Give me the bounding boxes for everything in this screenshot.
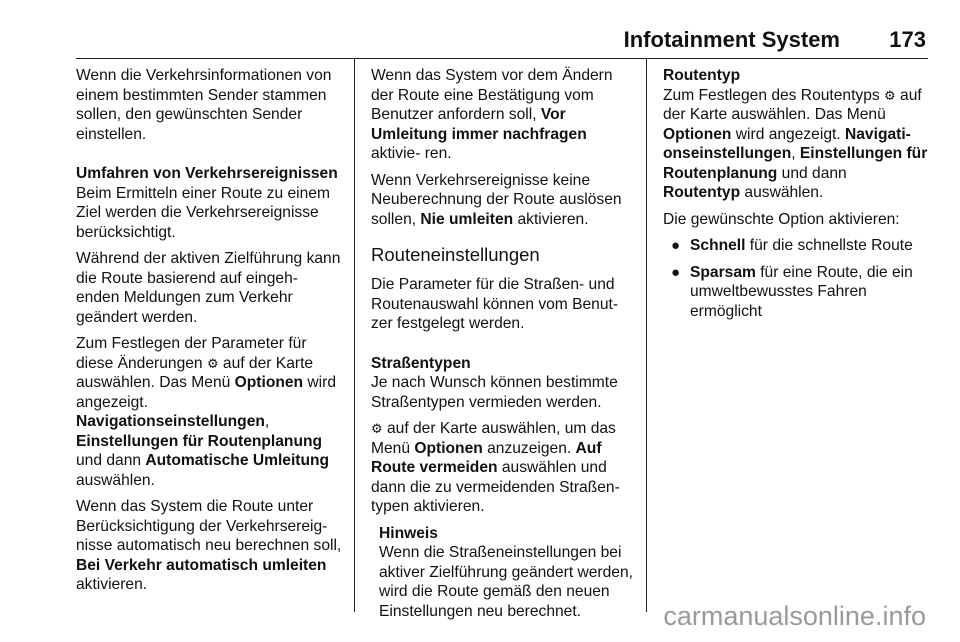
option-never-reroute: Nie umleiten [420,210,514,228]
paragraph-parameters: Zum Festlegen der Parameter für diese Änderungen ⚙ auf der Karte auswählen. Das Menü Optionen wird angezeigt. Navigationseinstellungen, Einstellungen für Routenplanung und dann Automatische Umleitung auswählen. [76,335,337,489]
menu-navigation-settings: Navigati- onseinstellungen [663,125,911,162]
menu-options: Optionen [234,374,304,391]
menu-auto-reroute: Automatische Umleitung [145,452,330,469]
menu-route-planning-settings: Einstellungen für Routenplanung [76,432,323,450]
heading-route-type: Routentyp [663,67,741,84]
paragraph-auto-recalc: Wenn das System die Route unter Berücksichtigung der Verkehrsereig- nisse automatisch neu berechnen soll, Bei Verkehr automatisch umleiten aktivieren. [76,498,342,593]
option-auto-reroute-traffic: Bei Verkehr automatisch umleiten [76,556,327,574]
column-middle [371,66,639,628]
menu-options: Optionen [414,439,483,457]
paragraph-confirm: Wenn das System vor dem Ändern der Route eine Bestätigung vom Benutzer anfordern soll, Vor Umleitung immer nachfragen aktivie- ren. [371,67,613,162]
option-always-ask: Vor Umleitung immer nachfragen [371,106,587,143]
paragraph-options-menu: ⚙ auf der Karte auswählen, um das Menü Optionen anzuzeigen. Auf Route vermeiden auswählen und dann die zu vermeidenden Straßen- typen aktivieren. [371,420,620,515]
column-divider-1 [354,58,355,612]
gear-icon: ⚙ [884,87,896,103]
note-text: Wenn die Straßeneinstellungen bei aktiver Zielführung geändert werden, wird die Route gemäß den neuen Einstellungen neu berechnet. [379,544,633,620]
paragraph-route-calc: Beim Ermitteln einer Route zu einem Ziel werden die Verkehrsereignisse berücksichtigt. [76,184,330,241]
paragraph-avoid-streets: Je nach Wunsch können bestimmte Straßentypen vermieden werden. [371,374,618,411]
menu-options: Optionen [663,125,732,143]
option-list [663,236,928,321]
list-item: ● Sparsam für eine Route, die ein umweltbewusstes Fahren ermöglicht [671,263,913,320]
page-header [76,0,928,59]
paragraph-route-params: Die Parameter für die Straßen- und Routenauswahl können vom Benut- zer festgelegt werden. [371,276,619,332]
menu-route-planning-settings: Einstellungen für Routenplanung [663,145,928,182]
heading-route-settings: Routeneinstellungen [371,244,540,265]
paragraph-route-type: Zum Festlegen des Routentyps ⚙ auf der Karte auswählen. Das Menü Optionen wird angezeigt. Navigati- onseinstellungen, Einstellungen für Routenplanung und dann Routentyp auswählen. [663,86,928,201]
paragraph-choose-option: Die gewünschte Option aktivieren: [663,210,900,228]
list-item: ● Schnell für die schnellste Route [671,237,913,254]
bullet-icon: ● [671,237,681,254]
option-economical: Sparsam [690,263,756,281]
gear-icon: ⚙ [371,421,383,436]
page-number: 173 [889,27,926,52]
gear-icon: ⚙ [206,355,219,371]
paragraph-active-guidance: Während der aktiven Zielführung kann die Route basierend auf eingeh- enden Meldungen zum Verkehr geändert werden. [76,250,341,326]
paragraph-never: Wenn Verkehrsereignisse keine Neuberechnung der Route auslösen sollen, Nie umleiten aktivieren. [371,171,622,228]
heading-street-types: Straßentypen [371,354,471,372]
note-box [379,524,639,622]
watermark: carmanualsonline.info [663,601,926,631]
column-divider-2 [646,58,647,612]
note-heading: Hinweis [379,524,438,542]
option-fast: Schnell [690,237,746,254]
column-left [76,66,344,602]
column-right [663,66,928,328]
bullet-icon: ● [671,263,681,281]
menu-route-type: Routentyp [663,184,741,201]
paragraph-station: Wenn die Verkehrsinformationen von einem bestimmten Sender stammen sollen, den gewünschten Sender einstellen. [76,67,332,143]
menu-navigation-settings: Navigationseinstellungen [76,413,265,430]
page-title: Infotainment System [623,27,840,52]
heading-avoid-traffic: Umfahren von Verkehrsereignissen [76,165,338,182]
menu-avoid-on-route: Auf Route vermeiden [371,439,602,476]
